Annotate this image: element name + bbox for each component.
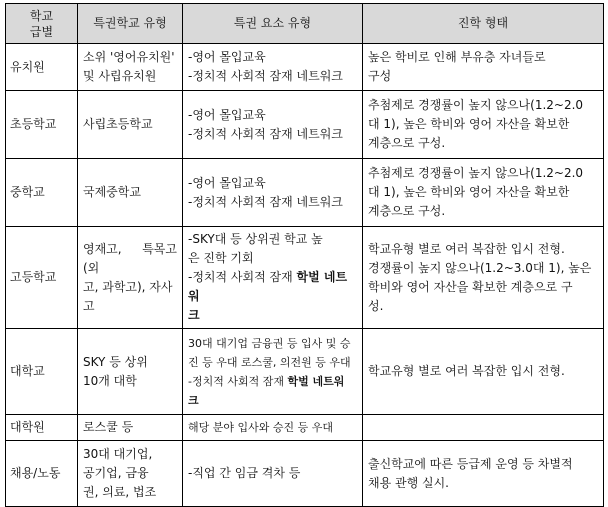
cell-school: 영재고, 특목고 (외 고, 과학고), 자사 고 bbox=[78, 227, 183, 329]
privilege-schools-table bbox=[5, 3, 604, 507]
header-privilege-type: 특권 요소 유형 bbox=[183, 4, 363, 44]
cell-progression: 추첨제로 경쟁률이 높지 않으나(1.2~2.0 대 1), 높은 학비와 영어 자산을 확보한 계층으로 구성. bbox=[363, 159, 604, 227]
cell-privilege: -영어 몰입교육 -정치적 사회적 잠재 네트워크 bbox=[183, 44, 363, 91]
header-school-type: 특권학교 유형 bbox=[78, 4, 183, 44]
cell-school: 국제중학교 bbox=[78, 159, 183, 227]
table-row bbox=[6, 91, 604, 159]
cell-level: 고등학교 bbox=[6, 227, 78, 329]
cell-school: 사립초등학교 bbox=[78, 91, 183, 159]
cell-level: 유치원 bbox=[6, 44, 78, 91]
cell-level: 초등학교 bbox=[6, 91, 78, 159]
cell-progression: 추첨제로 경쟁률이 높지 않으나(1.2~2.0 대 1), 높은 학비와 영어 자산을 확보한 계층으로 구성. bbox=[363, 91, 604, 159]
cell-school: SKY 등 상위 10개 대학 bbox=[78, 329, 183, 415]
cell-school: 로스쿨 등 bbox=[78, 415, 183, 441]
cell-privilege: -직업 간 임금 격차 등 bbox=[183, 441, 363, 507]
cell-privilege: 해당 분야 입사와 승진 등 우대 bbox=[183, 415, 363, 441]
cell-school: 소위 '영어유치원' 및 사립유치원 bbox=[78, 44, 183, 91]
cell-level: 채용/노동 bbox=[6, 441, 78, 507]
cell-progression: 학교유형 별로 여러 복잡한 입시 전형. 경쟁률이 높지 않으나(1.2~3.0대 1), 높은 학비와 영어 자산을 확보한 계층으로 구 성. bbox=[363, 227, 604, 329]
cell-level: 대학교 bbox=[6, 329, 78, 415]
cell-privilege: 30대 대기업 금융권 등 입사 및 승 진 등 우대 로스쿨, 의전원 등 우대 -정치적 사회적 잠재 학벌 네트워 크 bbox=[183, 329, 363, 415]
table-row bbox=[6, 441, 604, 507]
cell-level: 대학원 bbox=[6, 415, 78, 441]
cell-progression bbox=[363, 415, 604, 441]
cell-progression: 높은 학비로 인해 부유층 자녀들로 구성 bbox=[363, 44, 604, 91]
document-page bbox=[5, 3, 604, 507]
cell-level: 중학교 bbox=[6, 159, 78, 227]
table-row bbox=[6, 415, 604, 441]
header-progression: 진학 형태 bbox=[363, 4, 604, 44]
header-school-level: 학교 급별 bbox=[6, 4, 78, 44]
table-row bbox=[6, 159, 604, 227]
cell-privilege: -영어 몰입교육 -정치적 사회적 잠재 네트워크 bbox=[183, 159, 363, 227]
cell-progression: 출신학교에 따른 등급제 운영 등 차별적 채용 관행 실시. bbox=[363, 441, 604, 507]
cell-school: 30대 대기업, 공기업, 금융 권, 의료, 법조 bbox=[78, 441, 183, 507]
table-row bbox=[6, 44, 604, 91]
table-row bbox=[6, 329, 604, 415]
cell-privilege: -영어 몰입교육 -정치적 사회적 잠재 네트워크 bbox=[183, 91, 363, 159]
cell-privilege: -SKY대 등 상위권 학교 높 은 진학 기회 -정치적 사회적 잠재 학벌 네트워 크 bbox=[183, 227, 363, 329]
cell-progression: 학교유형 별로 여러 복잡한 입시 전형. bbox=[363, 329, 604, 415]
table-header-row bbox=[6, 4, 604, 44]
table-row bbox=[6, 227, 604, 329]
